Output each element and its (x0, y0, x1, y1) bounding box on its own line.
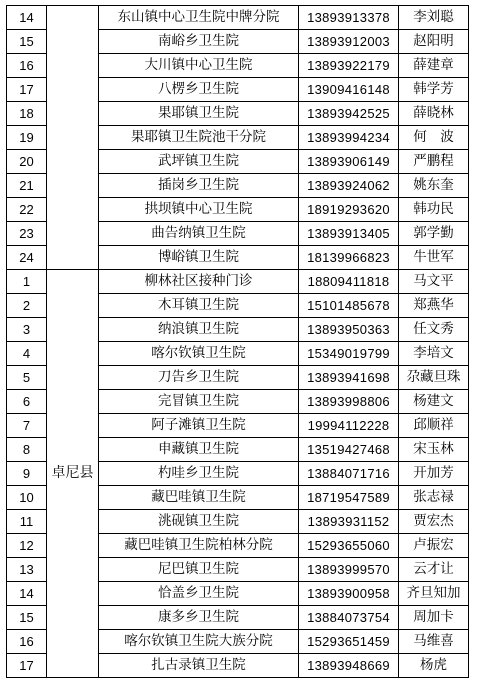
contact-name: 严鹏程 (399, 150, 469, 174)
phone-number: 13893922179 (299, 54, 399, 78)
hospital-name: 博峪镇卫生院 (99, 246, 299, 270)
contact-name: 牛世军 (399, 246, 469, 270)
row-number: 9 (7, 462, 47, 486)
contact-name: 开加芳 (399, 462, 469, 486)
row-number: 1 (7, 270, 47, 294)
phone-number: 15349019799 (299, 342, 399, 366)
phone-number: 18919293620 (299, 198, 399, 222)
contact-name: 李培文 (399, 342, 469, 366)
hospital-name: 插岗乡卫生院 (99, 174, 299, 198)
phone-number: 15101485678 (299, 294, 399, 318)
row-number: 24 (7, 246, 47, 270)
contact-name: 薛建章 (399, 54, 469, 78)
row-number: 10 (7, 486, 47, 510)
hospital-name: 柳林社区接种门诊 (99, 270, 299, 294)
row-number: 17 (7, 78, 47, 102)
contact-name: 卢振宏 (399, 534, 469, 558)
hospital-name: 东山镇中心卫生院中牌分院 (99, 6, 299, 30)
hospital-name: 阿子滩镇卫生院 (99, 414, 299, 438)
phone-number: 13893900958 (299, 582, 399, 606)
phone-number: 18139966823 (299, 246, 399, 270)
hospital-name: 洮砚镇卫生院 (99, 510, 299, 534)
contact-name: 何 波 (399, 126, 469, 150)
contact-name: 韩功民 (399, 198, 469, 222)
contact-name: 宋玉林 (399, 438, 469, 462)
hospital-name: 南峪乡卫生院 (99, 30, 299, 54)
hospital-name: 恰盖乡卫生院 (99, 582, 299, 606)
hospital-name: 尼巴镇卫生院 (99, 558, 299, 582)
row-number: 16 (7, 630, 47, 654)
row-number: 6 (7, 390, 47, 414)
row-number: 8 (7, 438, 47, 462)
phone-number: 13884073754 (299, 606, 399, 630)
hospital-name: 刀告乡卫生院 (99, 366, 299, 390)
hospital-name: 喀尔钦镇卫生院大族分院 (99, 630, 299, 654)
phone-number: 13893942525 (299, 102, 399, 126)
hospital-name: 曲告纳镇卫生院 (99, 222, 299, 246)
hospital-name: 拱坝镇中心卫生院 (99, 198, 299, 222)
contact-name: 周加卡 (399, 606, 469, 630)
phone-number: 13909416148 (299, 78, 399, 102)
hospital-name: 八楞乡卫生院 (99, 78, 299, 102)
hospital-name: 大川镇中心卫生院 (99, 54, 299, 78)
phone-number: 13884071716 (299, 462, 399, 486)
contact-name: 薛晓林 (399, 102, 469, 126)
hospital-name: 果耶镇卫生院池干分院 (99, 126, 299, 150)
row-number: 4 (7, 342, 47, 366)
county-cell (47, 6, 99, 270)
contact-name: 邱顺祥 (399, 414, 469, 438)
phone-number: 13893924062 (299, 174, 399, 198)
hospital-name: 纳浪镇卫生院 (99, 318, 299, 342)
phone-number: 13893912003 (299, 30, 399, 54)
phone-number: 19994112228 (299, 414, 399, 438)
hospital-name: 扎古录镇卫生院 (99, 654, 299, 678)
phone-number: 13893906149 (299, 150, 399, 174)
row-number: 14 (7, 6, 47, 30)
phone-number: 13893950363 (299, 318, 399, 342)
row-number: 20 (7, 150, 47, 174)
contact-name: 马维喜 (399, 630, 469, 654)
row-number: 14 (7, 582, 47, 606)
contact-name: 尕藏旦珠 (399, 366, 469, 390)
contact-name: 郭学勤 (399, 222, 469, 246)
phone-number: 13893941698 (299, 366, 399, 390)
phone-number: 13893948669 (299, 654, 399, 678)
contact-name: 贾宏杰 (399, 510, 469, 534)
contact-name: 韩学芳 (399, 78, 469, 102)
contact-name: 马文平 (399, 270, 469, 294)
contact-name: 杨虎 (399, 654, 469, 678)
hospital-name: 藏巴哇镇卫生院 (99, 486, 299, 510)
table-row (7, 270, 469, 294)
phone-number: 13893913378 (299, 6, 399, 30)
row-number: 15 (7, 30, 47, 54)
hospital-name: 木耳镇卫生院 (99, 294, 299, 318)
hospital-name: 申藏镇卫生院 (99, 438, 299, 462)
row-number: 3 (7, 318, 47, 342)
phone-number: 13519427468 (299, 438, 399, 462)
contact-name: 杨建文 (399, 390, 469, 414)
contact-name: 张志禄 (399, 486, 469, 510)
hospital-name: 完冒镇卫生院 (99, 390, 299, 414)
hospital-name: 藏巴哇镇卫生院柏林分院 (99, 534, 299, 558)
row-number: 22 (7, 198, 47, 222)
contact-name: 云才让 (399, 558, 469, 582)
row-number: 13 (7, 558, 47, 582)
table-row (7, 6, 469, 30)
contact-name: 任文秀 (399, 318, 469, 342)
row-number: 15 (7, 606, 47, 630)
phone-number: 18719547589 (299, 486, 399, 510)
contact-name: 赵阳明 (399, 30, 469, 54)
contact-name: 李刘聪 (399, 6, 469, 30)
table-body (7, 6, 469, 678)
hospital-name: 喀尔钦镇卫生院 (99, 342, 299, 366)
row-number: 23 (7, 222, 47, 246)
contact-name: 郑燕华 (399, 294, 469, 318)
row-number: 12 (7, 534, 47, 558)
vaccination-clinic-table (6, 5, 469, 678)
row-number: 19 (7, 126, 47, 150)
row-number: 2 (7, 294, 47, 318)
phone-number: 13893913405 (299, 222, 399, 246)
row-number: 16 (7, 54, 47, 78)
row-number: 7 (7, 414, 47, 438)
row-number: 17 (7, 654, 47, 678)
hospital-name: 康多乡卫生院 (99, 606, 299, 630)
row-number: 5 (7, 366, 47, 390)
phone-number: 13893999570 (299, 558, 399, 582)
phone-number: 15293655060 (299, 534, 399, 558)
phone-number: 13893998806 (299, 390, 399, 414)
phone-number: 15293651459 (299, 630, 399, 654)
hospital-name: 杓哇乡卫生院 (99, 462, 299, 486)
contact-name: 姚东奎 (399, 174, 469, 198)
hospital-name: 武坪镇卫生院 (99, 150, 299, 174)
phone-number: 13893931152 (299, 510, 399, 534)
phone-number: 13893994234 (299, 126, 399, 150)
contact-name: 齐旦知加 (399, 582, 469, 606)
county-cell: 卓尼县 (47, 270, 99, 678)
hospital-name: 果耶镇卫生院 (99, 102, 299, 126)
row-number: 21 (7, 174, 47, 198)
row-number: 18 (7, 102, 47, 126)
row-number: 11 (7, 510, 47, 534)
phone-number: 18809411818 (299, 270, 399, 294)
